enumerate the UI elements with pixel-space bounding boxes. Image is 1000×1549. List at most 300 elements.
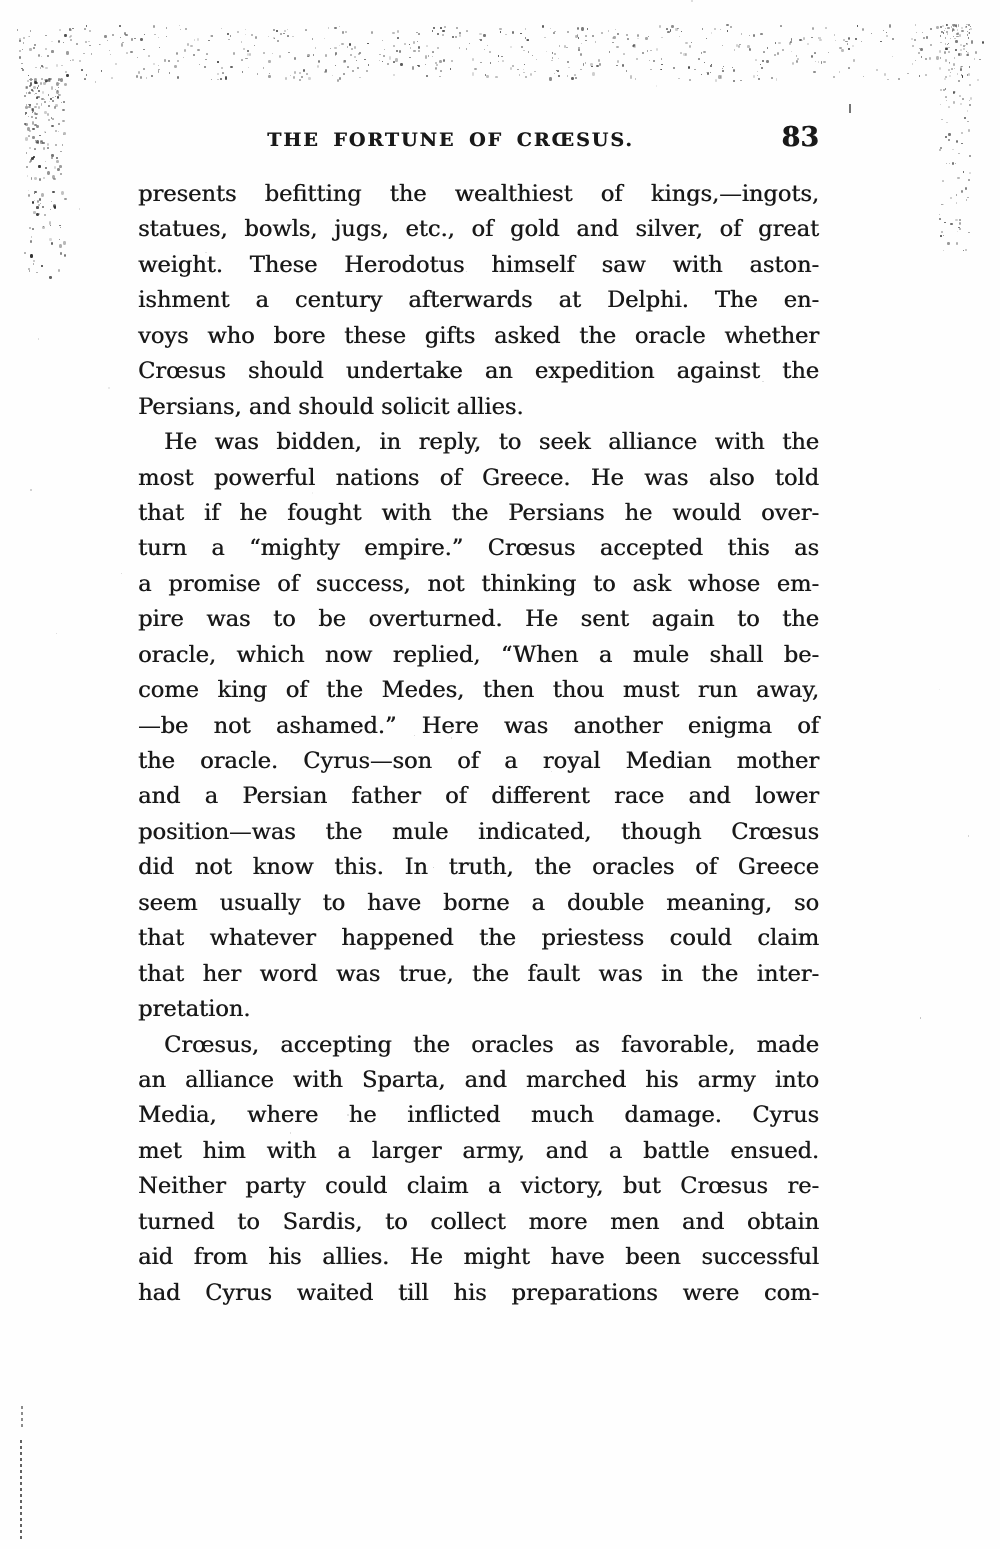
noise-dot	[318, 60, 320, 63]
noise-dot	[217, 61, 219, 63]
noise-dot	[136, 75, 138, 78]
noise-dot	[936, 26, 939, 29]
noise-dot	[969, 172, 971, 174]
noise-dot	[241, 41, 242, 43]
noise-dot	[99, 44, 100, 45]
noise-dot	[968, 232, 970, 234]
noise-dot	[923, 37, 925, 39]
noise-dot	[364, 59, 366, 60]
noise-dot	[480, 62, 481, 63]
noise-dot	[33, 260, 35, 262]
noise-dot	[34, 191, 36, 193]
noise-dot	[437, 33, 438, 35]
noise-dot	[967, 52, 969, 54]
noise-dot	[426, 45, 428, 47]
noise-dot	[30, 254, 32, 257]
noise-dot	[490, 62, 491, 64]
text-line: seem usually to have borne a double meaning, so	[138, 889, 819, 916]
noise-dot	[575, 35, 577, 38]
noise-dot	[962, 75, 964, 78]
noise-dot	[740, 80, 741, 82]
noise-dot	[47, 147, 49, 149]
noise-dot	[148, 55, 150, 57]
noise-dot	[58, 131, 59, 133]
noise-dot	[332, 75, 333, 76]
noise-dot	[197, 38, 200, 41]
noise-dot	[287, 29, 288, 30]
noise-dot	[44, 131, 47, 133]
noise-dot	[567, 31, 568, 33]
noise-dot	[62, 144, 63, 145]
noise-dot	[36, 96, 38, 99]
noise-dot	[775, 42, 776, 43]
noise-dot	[946, 163, 947, 164]
noise-dot	[958, 24, 960, 26]
noise-dot	[432, 51, 434, 53]
noise-dot	[44, 101, 46, 103]
noise-dot	[29, 147, 31, 149]
noise-dot	[439, 76, 441, 78]
noise-dot	[753, 34, 755, 37]
noise-dot	[31, 236, 32, 237]
noise-dot	[946, 31, 948, 33]
noise-dot	[217, 73, 219, 75]
scan-scratch-mark	[20, 1440, 22, 1540]
noise-dot	[757, 71, 758, 73]
noise-dot	[81, 69, 83, 71]
noise-dot	[36, 97, 38, 99]
noise-dot	[125, 34, 127, 36]
noise-dot	[966, 43, 967, 45]
noise-dot	[36, 103, 38, 105]
noise-dot	[939, 149, 941, 151]
noise-dot	[647, 50, 649, 52]
noise-dot	[159, 47, 160, 48]
noise-dot	[815, 61, 817, 62]
noise-dot	[968, 24, 969, 26]
noise-dot	[596, 65, 599, 67]
noise-dot	[552, 52, 553, 54]
page-title: THE FORTUNE OF CRŒSUS.	[267, 129, 634, 151]
noise-dot	[968, 37, 970, 39]
noise-dot	[283, 33, 285, 35]
noise-dot	[56, 64, 58, 67]
noise-dot	[568, 67, 570, 68]
noise-dot	[83, 53, 85, 54]
noise-dot	[389, 56, 391, 59]
noise-dot	[393, 45, 395, 48]
noise-dot	[949, 62, 951, 63]
noise-dot	[428, 55, 429, 57]
noise-dot	[520, 33, 521, 34]
noise-dot	[523, 50, 525, 52]
noise-dot	[48, 105, 50, 107]
noise-dot	[451, 60, 453, 62]
noise-dot	[55, 130, 57, 133]
noise-dot	[945, 48, 946, 49]
noise-dot	[960, 103, 962, 106]
noise-dot	[961, 27, 963, 29]
noise-dot	[828, 52, 829, 54]
noise-dot	[968, 835, 969, 836]
noise-dot	[221, 67, 223, 69]
noise-dot	[34, 193, 35, 195]
noise-dot	[43, 82, 46, 85]
noise-dot	[19, 50, 21, 52]
noise-dot	[472, 58, 475, 60]
noise-dot	[293, 76, 296, 79]
noise-dot	[48, 78, 51, 82]
noise-dot	[64, 198, 67, 201]
text-line: statues, bowls, jugs, etc., of gold and silver, of great	[138, 216, 819, 243]
noise-dot	[967, 197, 969, 198]
noise-dot	[432, 30, 434, 32]
noise-dot	[313, 54, 314, 55]
noise-dot	[29, 79, 30, 80]
noise-dot	[498, 55, 500, 57]
noise-dot	[884, 73, 887, 76]
noise-dot	[35, 113, 38, 116]
noise-dot	[60, 252, 62, 254]
noise-dot	[49, 221, 52, 224]
noise-dot	[38, 85, 40, 87]
noise-dot	[680, 52, 682, 54]
noise-dot	[554, 31, 556, 33]
noise-dot	[959, 34, 961, 36]
noise-dot	[701, 74, 702, 76]
noise-dot	[813, 71, 815, 73]
noise-dot	[459, 32, 461, 34]
noise-dot	[485, 74, 487, 76]
noise-dot	[354, 46, 356, 48]
noise-dot	[58, 40, 60, 43]
noise-dot	[337, 79, 339, 82]
noise-dot	[501, 56, 503, 58]
noise-dot	[925, 58, 927, 59]
noise-dot	[525, 37, 526, 38]
noise-dot	[58, 94, 60, 96]
noise-dot	[50, 98, 52, 100]
noise-dot	[969, 66, 971, 68]
noise-dot	[774, 54, 776, 56]
noise-dot	[526, 39, 528, 41]
noise-dot	[393, 74, 395, 76]
noise-dot	[28, 104, 29, 105]
noise-dot	[947, 242, 949, 245]
noise-dot	[977, 79, 979, 81]
noise-dot	[400, 63, 402, 66]
noise-dot	[104, 35, 106, 37]
noise-dot	[958, 80, 960, 82]
noise-dot	[140, 38, 142, 41]
noise-dot	[27, 80, 29, 82]
noise-dot	[382, 40, 383, 41]
noise-dot	[52, 97, 54, 99]
noise-dot	[670, 29, 672, 31]
noise-dot	[330, 48, 331, 49]
noise-dot	[79, 208, 80, 210]
noise-dot	[59, 165, 62, 168]
noise-dot	[164, 59, 166, 61]
noise-dot	[767, 47, 769, 49]
noise-dot	[335, 65, 337, 67]
noise-dot	[845, 41, 847, 43]
noise-dot	[967, 34, 968, 35]
noise-dot	[486, 75, 489, 78]
noise-dot	[368, 64, 369, 66]
noise-dot	[974, 58, 975, 60]
text-line: the oracle. Cyrus—son of a royal Median mother	[138, 748, 819, 774]
noise-dot	[60, 227, 62, 228]
noise-dot	[107, 40, 109, 41]
noise-dot	[949, 62, 950, 63]
noise-dot	[29, 48, 31, 51]
noise-dot	[616, 65, 618, 67]
noise-dot	[99, 44, 101, 46]
noise-dot	[284, 30, 286, 32]
noise-dot	[76, 43, 77, 45]
noise-dot	[912, 45, 914, 47]
noise-dot	[64, 254, 66, 257]
noise-dot	[30, 78, 32, 80]
noise-dot	[121, 43, 123, 46]
noise-dot	[119, 25, 120, 27]
noise-dot	[955, 24, 957, 26]
noise-dot	[345, 31, 347, 33]
noise-dot	[966, 26, 967, 27]
noise-dot	[649, 60, 650, 61]
noise-dot	[723, 66, 724, 67]
noise-dot	[722, 70, 723, 72]
noise-dot	[273, 29, 275, 31]
noise-dot	[847, 43, 848, 44]
noise-dot	[26, 86, 28, 88]
noise-dot	[34, 78, 36, 81]
noise-dot	[325, 69, 327, 72]
noise-dot	[276, 30, 278, 32]
noise-dot	[26, 166, 28, 169]
noise-dot	[726, 24, 728, 26]
noise-dot	[38, 106, 40, 109]
text-line: Media, where he inflicted much damage. Cyrus	[138, 1102, 819, 1129]
noise-dot	[70, 29, 72, 31]
noise-dot	[45, 67, 47, 69]
noise-dot	[57, 169, 59, 172]
noise-dot	[425, 64, 427, 65]
noise-dot	[28, 36, 30, 38]
noise-dot	[17, 29, 19, 31]
noise-dot	[23, 42, 24, 43]
noise-dot	[889, 24, 891, 27]
text-line: pire was to be overturned. He sent again to the	[138, 606, 819, 633]
noise-dot	[413, 41, 415, 44]
noise-dot	[63, 132, 66, 135]
noise-dot	[45, 79, 47, 82]
noise-dot	[174, 65, 177, 68]
noise-dot	[688, 66, 690, 69]
noise-dot	[26, 104, 27, 105]
noise-dot	[635, 78, 636, 79]
text-line: did not know this. In truth, the oracles of Greece	[138, 854, 819, 881]
noise-dot	[384, 49, 386, 50]
noise-dot	[53, 204, 56, 208]
noise-dot	[711, 32, 712, 33]
noise-dot	[138, 71, 140, 74]
noise-dot	[183, 57, 184, 59]
noise-dot	[70, 60, 71, 61]
noise-dot	[944, 30, 946, 31]
noise-dot	[357, 67, 358, 69]
noise-dot	[115, 63, 117, 65]
noise-dot	[952, 28, 954, 31]
noise-dot	[839, 71, 841, 73]
noise-dot	[38, 90, 40, 92]
noise-dot	[243, 48, 245, 50]
noise-dot	[691, 42, 692, 43]
noise-dot	[248, 67, 249, 68]
noise-dot	[57, 90, 58, 92]
noise-dot	[29, 91, 30, 92]
noise-dot	[51, 201, 52, 202]
noise-dot	[702, 28, 704, 30]
noise-dot	[166, 27, 168, 29]
noise-dot	[939, 50, 941, 53]
noise-dot	[242, 71, 244, 73]
noise-dot	[753, 75, 755, 77]
noise-dot	[351, 48, 354, 50]
noise-dot	[121, 573, 122, 574]
noise-dot	[51, 50, 53, 53]
noise-dot	[301, 76, 303, 78]
noise-dot	[671, 25, 673, 28]
noise-dot	[627, 38, 629, 40]
noise-dot	[153, 63, 155, 65]
noise-dot	[30, 159, 32, 162]
noise-dot	[552, 57, 553, 59]
noise-dot	[417, 65, 419, 67]
paragraph	[138, 177, 819, 425]
noise-dot	[495, 76, 497, 78]
noise-dot	[722, 45, 724, 46]
text-line: that her word was true, the fault was in the inter-	[138, 960, 819, 987]
noise-dot	[89, 45, 91, 46]
text-line: position—was the mule indicated, though Crœsus	[138, 818, 819, 845]
noise-dot	[69, 36, 71, 38]
noise-dot	[28, 106, 30, 108]
noise-dot	[28, 116, 29, 117]
noise-dot	[673, 67, 675, 69]
noise-dot	[960, 44, 962, 46]
noise-dot	[45, 80, 47, 83]
noise-dot	[395, 58, 397, 61]
noise-dot	[645, 37, 648, 40]
noise-dot	[791, 38, 793, 40]
noise-dot	[966, 27, 967, 28]
noise-dot	[825, 27, 826, 29]
noise-dot	[757, 75, 758, 76]
noise-dot	[55, 104, 57, 107]
noise-dot	[959, 95, 960, 97]
noise-dot	[951, 26, 952, 27]
noise-dot	[55, 96, 56, 97]
text-line: voys who bore these gifts asked the oracle whether	[138, 322, 819, 349]
noise-dot	[343, 60, 345, 63]
noise-dot	[221, 28, 223, 29]
noise-dot	[42, 66, 44, 68]
noise-dot	[527, 39, 529, 41]
noise-dot	[45, 167, 47, 169]
noise-dot	[58, 123, 60, 125]
noise-dot	[24, 95, 26, 96]
noise-dot	[710, 65, 712, 67]
noise-dot	[41, 103, 43, 106]
noise-dot	[887, 79, 888, 80]
noise-dot	[523, 72, 525, 74]
noise-dot	[915, 24, 917, 25]
noise-dot	[418, 65, 421, 67]
noise-dot	[55, 144, 57, 146]
noise-dot	[146, 77, 147, 79]
noise-dot	[86, 25, 87, 26]
noise-dot	[685, 42, 687, 44]
noise-dot	[303, 69, 305, 72]
noise-dot	[519, 74, 521, 76]
noise-dot	[835, 40, 836, 41]
noise-dot	[939, 67, 941, 70]
noise-dot	[592, 35, 593, 36]
noise-dot	[952, 162, 954, 164]
noise-dot	[661, 37, 663, 38]
noise-dot	[29, 161, 30, 162]
noise-dot	[47, 171, 50, 175]
noise-dot	[144, 34, 145, 36]
noise-dot	[532, 55, 533, 56]
noise-dot	[335, 52, 337, 55]
noise-dot	[967, 121, 969, 122]
noise-dot	[553, 32, 555, 34]
noise-dot	[944, 51, 946, 54]
noise-dot	[956, 242, 958, 244]
noise-dot	[211, 79, 212, 80]
noise-dot	[208, 40, 211, 42]
noise-dot	[425, 55, 428, 58]
noise-dot	[51, 41, 52, 42]
noise-dot	[111, 77, 113, 79]
noise-dot	[49, 238, 52, 242]
noise-dot	[44, 214, 46, 216]
noise-dot	[440, 27, 441, 29]
noise-dot	[166, 36, 167, 37]
noise-dot	[26, 92, 28, 94]
noise-dot	[456, 27, 458, 29]
noise-dot	[554, 53, 556, 56]
noise-dot	[733, 80, 735, 83]
noise-dot	[19, 38, 21, 41]
noise-dot	[958, 153, 959, 155]
noise-dot	[89, 30, 90, 32]
noise-dot	[734, 49, 735, 50]
noise-dot	[418, 46, 420, 48]
noise-dot	[197, 49, 199, 51]
noise-dot	[31, 177, 33, 180]
noise-dot	[41, 56, 42, 57]
noise-dot	[459, 47, 460, 48]
noise-dot	[28, 194, 30, 197]
noise-dot	[60, 173, 61, 175]
noise-dot	[660, 69, 661, 70]
noise-dot	[943, 235, 944, 236]
noise-dot	[961, 66, 963, 68]
